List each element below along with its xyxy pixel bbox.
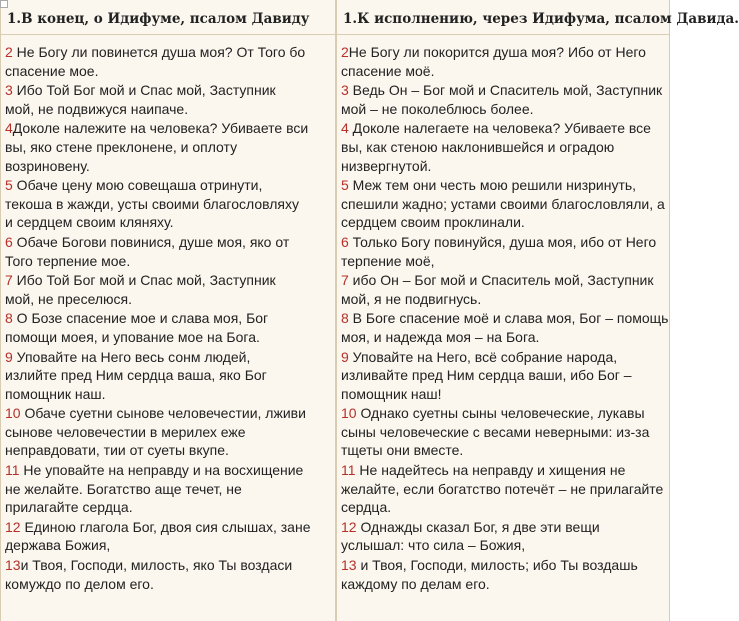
verse-line bbox=[5, 43, 331, 62]
verse-text: изливайте пред Ним сердца ваши, ибо Бог – bbox=[341, 367, 632, 384]
verse-line bbox=[5, 213, 331, 232]
verse-text: Ибо Той Бог мой и Спас мой, Заступник bbox=[12, 82, 276, 99]
verse-text: Ибо Той Бог мой и Спас мой, Заступник bbox=[12, 272, 276, 289]
verse-right-12 bbox=[341, 518, 665, 555]
verse-line bbox=[341, 157, 665, 176]
verse-line bbox=[341, 518, 665, 537]
verse-text: Однако суетны сыны человеческие, лукавы bbox=[356, 405, 645, 422]
verse-number: 11 bbox=[5, 462, 20, 479]
verse-line bbox=[5, 233, 331, 252]
verse-text: Обаче суетни сынове человечестии, лживи bbox=[20, 405, 306, 422]
verse-text: вы, яко стене преклонене, и оплоту bbox=[5, 138, 238, 155]
verse-number: 5 bbox=[5, 177, 13, 194]
verse-text: мой, не преселюся. bbox=[5, 290, 133, 307]
verse-left-13 bbox=[5, 556, 331, 593]
verse-left-7 bbox=[5, 271, 331, 308]
verse-line bbox=[5, 309, 331, 328]
verse-text: Доколе належите на человека? Убиваете вси bbox=[12, 120, 309, 137]
verse-text: мой, я не подвигнусь. bbox=[341, 290, 482, 307]
verse-right-8 bbox=[341, 309, 669, 346]
verse-text: и Твоя, Господи, милость; ибо Ты воздашь bbox=[356, 557, 638, 574]
verse-line bbox=[5, 461, 331, 480]
verse-left-5 bbox=[5, 176, 331, 232]
verse-text: О Бозе спасение мое и слава моя, Бог bbox=[12, 310, 269, 327]
verse-right-7 bbox=[341, 271, 665, 308]
verse-number: 8 bbox=[341, 310, 349, 327]
verse-line bbox=[5, 328, 331, 347]
verse-number: 10 bbox=[341, 405, 357, 422]
verse-line bbox=[5, 176, 331, 195]
verse-text: Уповайте на Него весь сонм людей, bbox=[12, 348, 251, 365]
verse-line bbox=[341, 461, 665, 480]
verse-text: желайте, если богатство потечёт – не прилагайте bbox=[341, 480, 664, 497]
verse-left-3 bbox=[5, 81, 331, 118]
verse-text: низвергнутой. bbox=[341, 157, 432, 174]
verse-left-11 bbox=[5, 461, 331, 517]
verse-text: Однажды сказал Бог, я две эти вещи bbox=[356, 518, 600, 535]
verse-line bbox=[341, 233, 665, 252]
verse-line bbox=[341, 138, 665, 157]
verse-number: 7 bbox=[341, 272, 349, 289]
verse-number: 5 bbox=[341, 177, 349, 194]
verse-text: Доколе налегаете на человека? Убиваете все bbox=[348, 120, 651, 137]
verse-number: 9 bbox=[341, 348, 349, 365]
verse-text: и Твоя, Господи, милость, яко Ты воздаси bbox=[20, 557, 293, 574]
verse-text: услышал: что сила – Божия, bbox=[341, 537, 526, 554]
verse-text: излийте пред Ним сердца ваша, яко Бог bbox=[5, 367, 267, 384]
verse-number: 6 bbox=[341, 233, 349, 250]
verse-line bbox=[5, 271, 331, 290]
verse-list-new bbox=[341, 35, 669, 593]
verse-left-12 bbox=[5, 518, 331, 555]
verse-line bbox=[5, 100, 331, 119]
verse-line bbox=[341, 480, 665, 499]
verse-number: 2 bbox=[341, 44, 349, 60]
verse-text: Обаче Богови повинися, душе моя, яко от bbox=[12, 233, 290, 250]
verse-line bbox=[5, 423, 331, 442]
verse-line bbox=[5, 290, 331, 309]
verse-number: 6 bbox=[5, 233, 13, 250]
verse-text: Уповайте на Него, всё собрание народа, bbox=[348, 348, 618, 365]
verse-line bbox=[341, 536, 665, 555]
column-title-new: 1.К исполнению, через Идифума, псалом Давида. bbox=[337, 0, 669, 35]
verse-line bbox=[341, 575, 665, 594]
verse-line bbox=[5, 536, 331, 555]
verse-text: Меж тем они честь мою решили низринуть, bbox=[348, 177, 637, 194]
verse-text: моя, и надежда моя – на Бога. bbox=[341, 328, 540, 345]
verse-text: помощник наш! bbox=[341, 385, 442, 402]
verse-right-11 bbox=[341, 461, 665, 517]
verse-text: тщеты они вместе. bbox=[341, 442, 464, 459]
column-title-old: 1.В конец, о Идифуме, псалом Давиду bbox=[1, 0, 335, 35]
verse-line bbox=[5, 252, 331, 271]
verse-number: 4 bbox=[5, 120, 13, 137]
verse-line bbox=[5, 441, 331, 460]
verse-right-3 bbox=[341, 81, 665, 118]
verse-line bbox=[341, 385, 665, 404]
verse-left-9 bbox=[5, 348, 331, 404]
verse-right-2 bbox=[341, 43, 665, 80]
verse-text: спешили жадно; устами своими благословляли, а bbox=[341, 195, 665, 212]
verse-text: сынове человечестии в мерилех еже bbox=[5, 423, 246, 440]
verse-line bbox=[341, 213, 665, 232]
verse-left-2 bbox=[5, 43, 331, 80]
verse-number: 13 bbox=[341, 557, 357, 574]
verse-line bbox=[5, 138, 331, 157]
verse-text: не желайте. Богатство аще течет, не bbox=[5, 480, 242, 497]
verse-line bbox=[341, 309, 669, 328]
verse-text: вы, как стеною наклонившейся и оградою bbox=[341, 138, 615, 155]
verse-line bbox=[5, 480, 331, 499]
verse-line bbox=[341, 423, 665, 442]
verse-left-6 bbox=[5, 233, 331, 270]
verse-line bbox=[341, 81, 665, 100]
verse-text: каждому по делам его. bbox=[341, 575, 490, 592]
verse-line bbox=[5, 556, 331, 575]
column-new-translation bbox=[336, 0, 739, 621]
verse-right-9 bbox=[341, 348, 665, 404]
verse-text: и сердцем своим кляняху. bbox=[5, 214, 174, 231]
verse-number: 12 bbox=[5, 518, 21, 535]
verse-right-6 bbox=[341, 233, 665, 270]
broken-image-icon bbox=[0, 0, 8, 8]
verse-text: ибо Он – Бог мой и Спаситель мой, Заступник bbox=[348, 272, 654, 289]
verse-line bbox=[5, 157, 331, 176]
verse-number: 13 bbox=[5, 557, 21, 574]
verse-number: 2 bbox=[5, 44, 13, 60]
verse-left-10 bbox=[5, 404, 331, 460]
verse-line bbox=[341, 176, 665, 195]
verse-line bbox=[5, 366, 331, 385]
verse-line bbox=[5, 498, 331, 517]
verse-line bbox=[341, 366, 665, 385]
column-old-translation bbox=[0, 0, 336, 621]
verse-line bbox=[5, 62, 331, 81]
verse-line bbox=[341, 252, 665, 271]
verse-line bbox=[5, 119, 331, 138]
verse-left-8 bbox=[5, 309, 331, 346]
verse-text: Обаче цену мою совещаша отринути, bbox=[12, 177, 263, 194]
verse-text: комуждо по делом его. bbox=[5, 575, 154, 592]
verse-text: терпение моё, bbox=[341, 252, 435, 269]
verse-text: спасение мое. bbox=[5, 62, 99, 79]
verse-line bbox=[341, 348, 665, 367]
verse-number: 9 bbox=[5, 348, 13, 365]
verse-line bbox=[5, 81, 331, 100]
verse-line bbox=[341, 62, 665, 81]
verse-line bbox=[5, 575, 331, 594]
verse-text: В Боге спасение моё и слава моя, Бог – помощь bbox=[348, 310, 669, 327]
verse-text: Единою глагола Бог, двоя сия слышах, зане bbox=[20, 518, 311, 535]
verse-text: Только Богу повинуйся, душа моя, ибо от Него bbox=[348, 233, 657, 250]
verse-line bbox=[341, 43, 665, 62]
verse-text: помощи моея, и упование мое на Бога. bbox=[5, 328, 260, 345]
verse-line bbox=[341, 441, 665, 460]
verse-text: Ведь Он – Бог мой и Спаситель мой, Заступник bbox=[348, 82, 663, 99]
verse-text: неправдовати, тии от суеты вкупе. bbox=[5, 442, 229, 459]
verse-left-4 bbox=[5, 119, 331, 175]
verse-line bbox=[341, 328, 665, 347]
verse-number: 7 bbox=[5, 272, 13, 289]
verse-line bbox=[341, 119, 665, 138]
verse-number: 3 bbox=[341, 82, 349, 99]
verse-line bbox=[341, 195, 665, 214]
verse-line bbox=[5, 348, 331, 367]
verse-list-old bbox=[5, 35, 331, 593]
verse-text: помощник наш. bbox=[5, 385, 106, 402]
verse-number: 10 bbox=[5, 405, 21, 422]
verse-text: возриновену. bbox=[5, 157, 90, 174]
verse-line bbox=[5, 195, 331, 214]
verse-text: сыны человеческие с весами неверными: из-за bbox=[341, 423, 650, 440]
verse-text: мой, не подвижуся наипаче. bbox=[5, 100, 189, 117]
verse-right-5 bbox=[341, 176, 665, 232]
verse-line bbox=[341, 271, 665, 290]
verse-text: мой – не поколеблюсь более. bbox=[341, 100, 534, 117]
verse-number: 11 bbox=[341, 462, 356, 479]
verse-line bbox=[341, 290, 665, 309]
verse-number: 3 bbox=[5, 82, 13, 99]
verse-right-13 bbox=[341, 556, 665, 593]
verse-text: Не Богу ли повинется душа моя? От Того бо bbox=[12, 44, 306, 60]
verse-text: спасение моё. bbox=[341, 62, 435, 79]
verse-number: 12 bbox=[341, 518, 357, 535]
verse-line bbox=[341, 498, 665, 517]
verse-text: Не Богу ли покорится душа моя? Ибо от Него bbox=[348, 44, 646, 60]
verse-line bbox=[341, 404, 665, 423]
verse-line bbox=[5, 518, 331, 537]
verse-text: сердца. bbox=[341, 499, 392, 516]
verse-line bbox=[5, 404, 331, 423]
verse-text: держава Божия, bbox=[5, 537, 111, 554]
verse-text: Не уповайте на неправду и на восхищение bbox=[19, 462, 304, 479]
verse-right-10 bbox=[341, 404, 665, 460]
verse-number: 8 bbox=[5, 310, 13, 327]
verse-text: прилагайте сердца. bbox=[5, 499, 133, 516]
verse-text: Не надейтесь на неправду и хищения не bbox=[355, 462, 626, 479]
verse-line bbox=[5, 385, 331, 404]
verse-number: 4 bbox=[341, 120, 349, 137]
verse-text: текоша в жажди, усты своими благословляху bbox=[5, 195, 299, 212]
verse-line bbox=[341, 100, 665, 119]
verse-right-4 bbox=[341, 119, 665, 175]
verse-text: сердцем своим проклинали. bbox=[341, 214, 525, 231]
verse-line bbox=[341, 556, 665, 575]
verse-text: Того терпение мое. bbox=[5, 252, 131, 269]
